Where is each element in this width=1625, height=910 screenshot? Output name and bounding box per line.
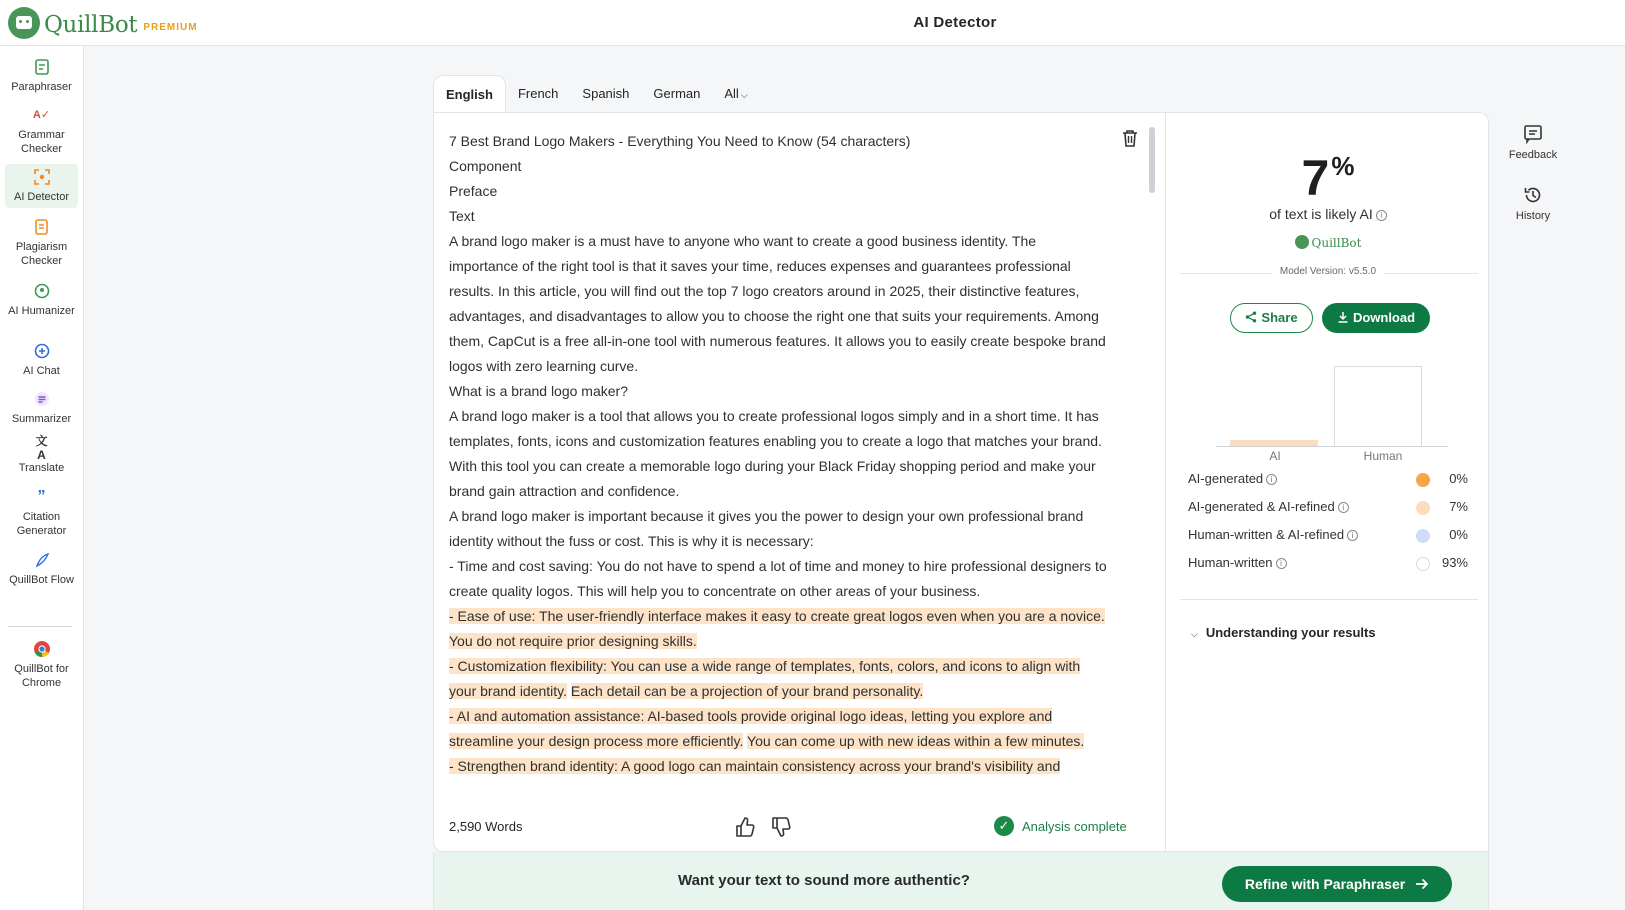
ai-highlight: You can come up with new ideas within a few minutes. bbox=[747, 733, 1085, 749]
legend-dot bbox=[1416, 473, 1430, 487]
ai-highlight: - Strengthen brand identity: A good logo can maintain consistency across your brand's visibility and bbox=[449, 758, 1061, 774]
sidebar-item-label: AI Chat bbox=[23, 365, 60, 377]
ai-detector-icon bbox=[33, 168, 51, 186]
sidebar-item-ai-detector[interactable] bbox=[5, 164, 78, 208]
banner-text: Want your text to sound more authentic? bbox=[678, 872, 970, 889]
refine-label: Refine with Paraphraser bbox=[1244, 876, 1406, 892]
analysis-status bbox=[994, 816, 1127, 836]
sidebar-item-label: Summarizer bbox=[11, 413, 72, 425]
trash-icon[interactable] bbox=[1122, 129, 1140, 149]
chevron-down-icon: ⌵ bbox=[1191, 629, 1198, 639]
thumbs-up-icon[interactable] bbox=[734, 816, 756, 838]
arrow-right-icon bbox=[1415, 878, 1429, 890]
legend-value: 0% bbox=[1449, 471, 1468, 486]
feedback-thumbs bbox=[734, 816, 792, 838]
sidebar-divider bbox=[8, 626, 72, 627]
share-button[interactable] bbox=[1230, 303, 1313, 333]
ai-highlight: Each detail can be a projection of your brand personality. bbox=[570, 683, 924, 699]
results-panel bbox=[1165, 112, 1489, 852]
sidebar-item-quillbot-for-chrome[interactable] bbox=[5, 640, 78, 690]
feedback-icon bbox=[1523, 124, 1543, 144]
share-label: Share bbox=[1261, 310, 1298, 325]
text-editor-panel bbox=[433, 112, 1165, 852]
legend-row-ai-generated bbox=[1188, 471, 1468, 489]
info-icon[interactable]: i bbox=[1276, 558, 1287, 569]
grammar-checker-icon: A✓ bbox=[32, 109, 51, 121]
scrollbar-thumb[interactable] bbox=[1149, 127, 1155, 193]
sidebar-item-label: Plagiarism Checker bbox=[15, 241, 68, 267]
ai-highlight: - Customization flexibility: You can use a wide range of templates, fonts, colors, and icons to align with your brand identity. bbox=[449, 658, 1081, 699]
tab-french[interactable]: French bbox=[517, 86, 559, 101]
sidebar-item-label: QuillBot for Chrome bbox=[14, 663, 69, 689]
sidebar-item-grammar-checker[interactable] bbox=[5, 106, 78, 156]
translate-icon: 文A bbox=[35, 434, 48, 462]
citation-generator-icon: ” bbox=[37, 488, 46, 505]
understanding-label: Understanding your results bbox=[1205, 625, 1376, 640]
download-icon bbox=[1337, 311, 1349, 323]
sidebar-item-paraphraser[interactable] bbox=[5, 58, 78, 94]
check-circle-icon: ✓ bbox=[994, 816, 1014, 836]
language-tabs bbox=[433, 75, 760, 113]
share-icon bbox=[1245, 311, 1257, 323]
chrome-icon bbox=[33, 640, 51, 658]
caption-text: of text is likely AI bbox=[1269, 206, 1373, 222]
ai-percentage bbox=[1166, 138, 1490, 206]
model-version bbox=[1166, 266, 1490, 277]
page-title: AI Detector bbox=[913, 14, 997, 31]
brand-name: QuillBot bbox=[44, 12, 138, 38]
info-icon[interactable]: i bbox=[1266, 474, 1277, 485]
ai-highlight: You do not require prior designing skills. bbox=[449, 633, 697, 649]
brand-small-text: QuillBot bbox=[1311, 236, 1362, 250]
legend-dot bbox=[1416, 501, 1430, 515]
legend-dot bbox=[1416, 557, 1430, 571]
status-text: Analysis complete bbox=[1022, 818, 1127, 834]
download-label: Download bbox=[1352, 310, 1416, 325]
tab-english[interactable]: English bbox=[433, 75, 506, 113]
ai-percentage-caption bbox=[1166, 206, 1490, 222]
thumbs-down-icon[interactable] bbox=[770, 816, 792, 838]
bar-human bbox=[1334, 366, 1422, 446]
editor-line: Text bbox=[449, 208, 475, 224]
word-count: 2,590 Words bbox=[449, 819, 523, 834]
download-button[interactable] bbox=[1322, 303, 1430, 333]
ai-chat-icon bbox=[33, 342, 51, 360]
editor-footer bbox=[434, 803, 1166, 851]
editor-paragraph-ai bbox=[449, 604, 1109, 654]
editor-paragraph: - Time and cost saving: You do not have to spend a lot of time and money to hire professional designers to create quality logos. This will help you to concentrate on other areas of your business. bbox=[449, 558, 1107, 599]
ai-human-chart bbox=[1216, 353, 1448, 463]
top-bar bbox=[0, 0, 1625, 46]
legend-value: 0% bbox=[1449, 527, 1468, 542]
editor-line: 7 Best Brand Logo Makers - Everything You Need to Know (54 characters) bbox=[449, 133, 911, 149]
legend-value: 7% bbox=[1449, 499, 1468, 514]
history-icon bbox=[1523, 185, 1543, 205]
legend-label: AI-generated & AI-refined bbox=[1188, 499, 1335, 514]
text-editor[interactable] bbox=[449, 129, 1109, 813]
history-label: History bbox=[1515, 210, 1551, 222]
plagiarism-checker-icon bbox=[33, 218, 51, 236]
chevron-down-icon: ⌵ bbox=[740, 90, 748, 100]
tab-all-languages[interactable] bbox=[712, 75, 759, 113]
editor-paragraph-ai bbox=[449, 754, 1109, 779]
editor-line: What is a brand logo maker? bbox=[449, 383, 628, 399]
editor-paragraph-ai bbox=[449, 654, 1109, 704]
sidebar-item-label: QuillBot Flow bbox=[9, 574, 74, 586]
legend-row-ai-refined bbox=[1188, 499, 1468, 517]
sidebar-item-plagiarism-checker[interactable] bbox=[5, 218, 78, 268]
info-icon[interactable]: i bbox=[1347, 530, 1358, 541]
legend-label: Human-written & AI-refined bbox=[1188, 527, 1345, 542]
model-version-text: Model Version: v5.5.0 bbox=[1272, 266, 1384, 277]
refine-banner bbox=[433, 852, 1489, 910]
info-icon[interactable]: i bbox=[1376, 210, 1387, 221]
tab-german[interactable]: German bbox=[653, 86, 701, 101]
sidebar-item-ai-humanizer[interactable] bbox=[5, 282, 78, 318]
sidebar-item-label: Paraphraser bbox=[11, 81, 72, 93]
editor-line: Component bbox=[449, 158, 522, 174]
legend-label: Human-written bbox=[1188, 555, 1273, 570]
quillbot-logo-icon bbox=[1295, 235, 1309, 249]
tab-spanish[interactable]: Spanish bbox=[582, 86, 630, 101]
sidebar bbox=[0, 46, 84, 910]
feedback-label: Feedback bbox=[1508, 149, 1558, 161]
history-button[interactable] bbox=[1505, 185, 1561, 222]
sidebar-item-citation-generator[interactable] bbox=[5, 488, 78, 538]
editor-paragraph: A brand logo maker is a tool that allows you to create professional logos simply and in a short time. It has templates, fonts, icons and customization features enabling you to create a logo that matches your brand. With this tool you can create a memorable logo during your Black Friday shopping period and make your brand gain attraction and confidence. bbox=[449, 408, 1102, 499]
ai-humanizer-icon bbox=[33, 282, 51, 300]
sidebar-item-ai-chat[interactable] bbox=[5, 342, 78, 378]
results-divider bbox=[1180, 599, 1478, 600]
ai-highlight: - Ease of use: The user-friendly interface makes it easy to create great logos even when you are a novice. bbox=[449, 608, 1105, 624]
premium-badge: PREMIUM bbox=[143, 22, 198, 33]
editor-line: Preface bbox=[449, 183, 498, 199]
bar-label-human: Human bbox=[1363, 449, 1403, 463]
legend-dot bbox=[1416, 529, 1430, 543]
paraphraser-icon bbox=[33, 58, 51, 76]
feedback-button[interactable] bbox=[1505, 124, 1561, 161]
editor-paragraph: A brand logo maker is important because it gives you the power to design your own professional brand identity without the fuss or cost. This is why it is necessary: bbox=[449, 508, 1084, 549]
understanding-results-toggle[interactable] bbox=[1191, 625, 1376, 640]
sidebar-item-quillbot-flow[interactable] bbox=[5, 551, 78, 587]
tab-all-label: All bbox=[724, 86, 739, 101]
legend-row-human-written bbox=[1188, 555, 1468, 573]
sidebar-item-label: AI Humanizer bbox=[8, 305, 75, 317]
sidebar-item-label: Citation Generator bbox=[16, 511, 67, 537]
sidebar-item-label: Translate bbox=[18, 462, 65, 474]
legend-value: 93% bbox=[1441, 555, 1468, 570]
sidebar-item-label: AI Detector bbox=[13, 191, 70, 203]
sidebar-item-label: Grammar Checker bbox=[18, 129, 65, 155]
sidebar-item-summarizer[interactable] bbox=[5, 390, 78, 426]
legend-row-human-ai-refined bbox=[1188, 527, 1468, 545]
ai-percent-value: 7 bbox=[1301, 150, 1330, 206]
editor-paragraph: A brand logo maker is a must have to anyone who want to create a good business identity. The importance of the right tool is that it saves your time, reduces expenses and guarantees professional results. In this article, you will find out the top 7 logo creators around in 2025, their distinctive features, advantages, and disadvantages to allow you to choose the right one that suits your requirements. Among them, CapCut is a free all-in-one tool with numerous features. It allows you to easily create bespoke brand logos with zero learning curve. bbox=[449, 233, 1106, 374]
ai-highlight: - AI and automation assistance: AI-based tools provide original logo ideas, letting you explore and streamline your design process more efficiently. bbox=[449, 708, 1053, 749]
editor-scrollbar[interactable] bbox=[1149, 125, 1155, 825]
chart-axis bbox=[1216, 446, 1448, 447]
refine-with-paraphraser-button[interactable] bbox=[1222, 866, 1452, 902]
legend-label: AI-generated bbox=[1188, 471, 1264, 486]
quillbot-brand-mark bbox=[1166, 235, 1490, 250]
percent-sign: % bbox=[1331, 151, 1355, 181]
quillbot-flow-icon bbox=[33, 551, 51, 569]
editor-paragraph-ai bbox=[449, 704, 1109, 754]
info-icon[interactable]: i bbox=[1338, 502, 1349, 513]
bar-label-ai: AI bbox=[1269, 449, 1281, 463]
sidebar-item-translate[interactable] bbox=[5, 434, 78, 475]
summarizer-icon bbox=[33, 390, 51, 408]
